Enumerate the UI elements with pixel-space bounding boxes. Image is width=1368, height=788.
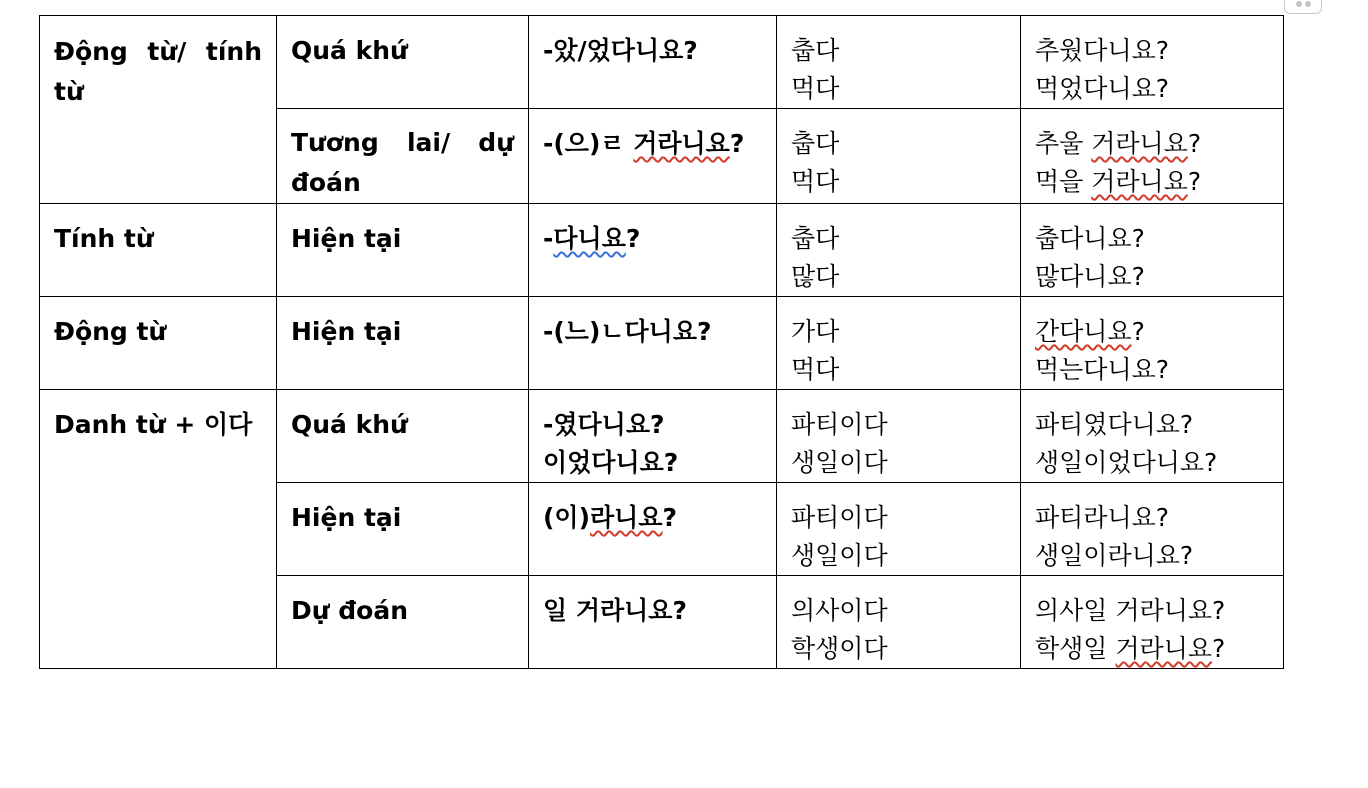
example-word: 생일이다 [791,541,888,570]
example-cell [777,109,1021,204]
grammar-table [39,15,1284,669]
example-word: 먹다 [791,167,840,196]
ending-cell [529,297,777,390]
tense-label: Tương lai/ dự đoán [291,128,514,197]
spellcheck-mark: 다니요 [553,224,626,253]
options-button[interactable] [1284,0,1322,14]
result-cell [1021,204,1284,297]
result-cell [1021,297,1284,390]
tense-cell [277,109,529,204]
result-text: 의사일 거라니요? [1035,596,1226,625]
result-text: 추울 거라니요? [1035,129,1202,158]
result-text: 먹는다니요? [1035,355,1170,384]
ending-cell [529,16,777,109]
example-word: 춥다 [791,224,840,253]
example-cell [777,483,1021,576]
result-cell [1021,390,1284,483]
category-label: Động từ/ tính từ [54,37,262,106]
tense-cell [277,16,529,109]
ending-text: 이었다니요? [543,448,679,477]
category-cell [40,204,277,297]
example-word: 먹다 [791,74,840,103]
tense-label: Dự đoán [291,596,408,625]
tense-cell [277,390,529,483]
example-word: 파티이다 [791,410,888,439]
example-cell [777,297,1021,390]
dot-icon [1296,1,1302,7]
example-word: 가다 [791,317,840,346]
tense-label: Quá khứ [291,410,408,439]
spellcheck-mark: 거라니요 [1091,167,1188,196]
ending-text: -(으)ㄹ 거라니요? [543,129,745,158]
ending-text: -였다니요? [543,410,665,439]
spellcheck-mark: 거라니요 [1115,634,1213,663]
example-cell [777,16,1021,109]
ending-cell [529,109,777,204]
result-cell [1021,483,1284,576]
tense-cell [277,204,529,297]
result-text: 추웠다니요? [1035,36,1170,65]
result-text: 생일이었다니요? [1035,448,1218,477]
result-text: 파티였다니요? [1035,410,1194,439]
example-cell [777,576,1021,669]
category-cell [40,390,277,669]
tense-label: Hiện tại [291,224,402,253]
tense-cell [277,483,529,576]
category-label: Danh từ + 이다 [54,410,253,439]
table-row [40,390,1284,483]
spellcheck-mark: 라니요 [590,503,663,532]
result-text: 파티라니요? [1035,503,1170,532]
tense-cell [277,576,529,669]
example-word: 파티이다 [791,503,888,532]
result-text: 생일이라니요? [1035,541,1194,570]
category-label: Tính từ [54,224,154,253]
tense-label: Quá khứ [291,36,408,65]
ending-text: (이)라니요? [543,503,677,532]
category-cell [40,16,277,204]
example-word: 많다 [791,262,840,291]
result-cell [1021,16,1284,109]
result-cell [1021,109,1284,204]
result-text: 먹었다니요? [1035,74,1170,103]
example-word: 의사이다 [791,596,888,625]
table-row [40,16,1284,109]
dot-icon [1305,1,1311,7]
result-text: 많다니요? [1035,262,1145,291]
result-text: 먹을 거라니요? [1035,167,1202,196]
example-cell [777,390,1021,483]
tense-label: Hiện tại [291,317,402,346]
ending-text: -았/었다니요? [543,36,698,65]
spellcheck-mark: 거라니요 [1091,129,1188,158]
tense-label: Hiện tại [291,503,402,532]
table-row [40,204,1284,297]
ending-cell [529,390,777,483]
ending-text: -(느)ㄴ다니요? [543,317,712,346]
example-word: 춥다 [791,36,840,65]
ending-cell [529,204,777,297]
spellcheck-mark: 거라니요 [633,129,730,158]
result-text: 간다니요? [1035,317,1145,346]
ending-cell [529,576,777,669]
example-word: 먹다 [791,355,840,384]
table-row [40,297,1284,390]
example-word: 춥다 [791,129,840,158]
result-text: 춥다니요? [1035,224,1145,253]
ending-text: -다니요? [543,224,641,253]
example-word: 생일이다 [791,448,888,477]
example-word: 학생이다 [791,634,888,663]
example-cell [777,204,1021,297]
category-cell [40,297,277,390]
ending-text: 일 거라니요? [543,596,687,625]
category-label: Động từ [54,317,167,346]
ending-cell [529,483,777,576]
result-text: 학생일 거라니요? [1035,634,1226,663]
tense-cell [277,297,529,390]
spellcheck-mark: 간다니요 [1035,317,1132,346]
result-cell [1021,576,1284,669]
